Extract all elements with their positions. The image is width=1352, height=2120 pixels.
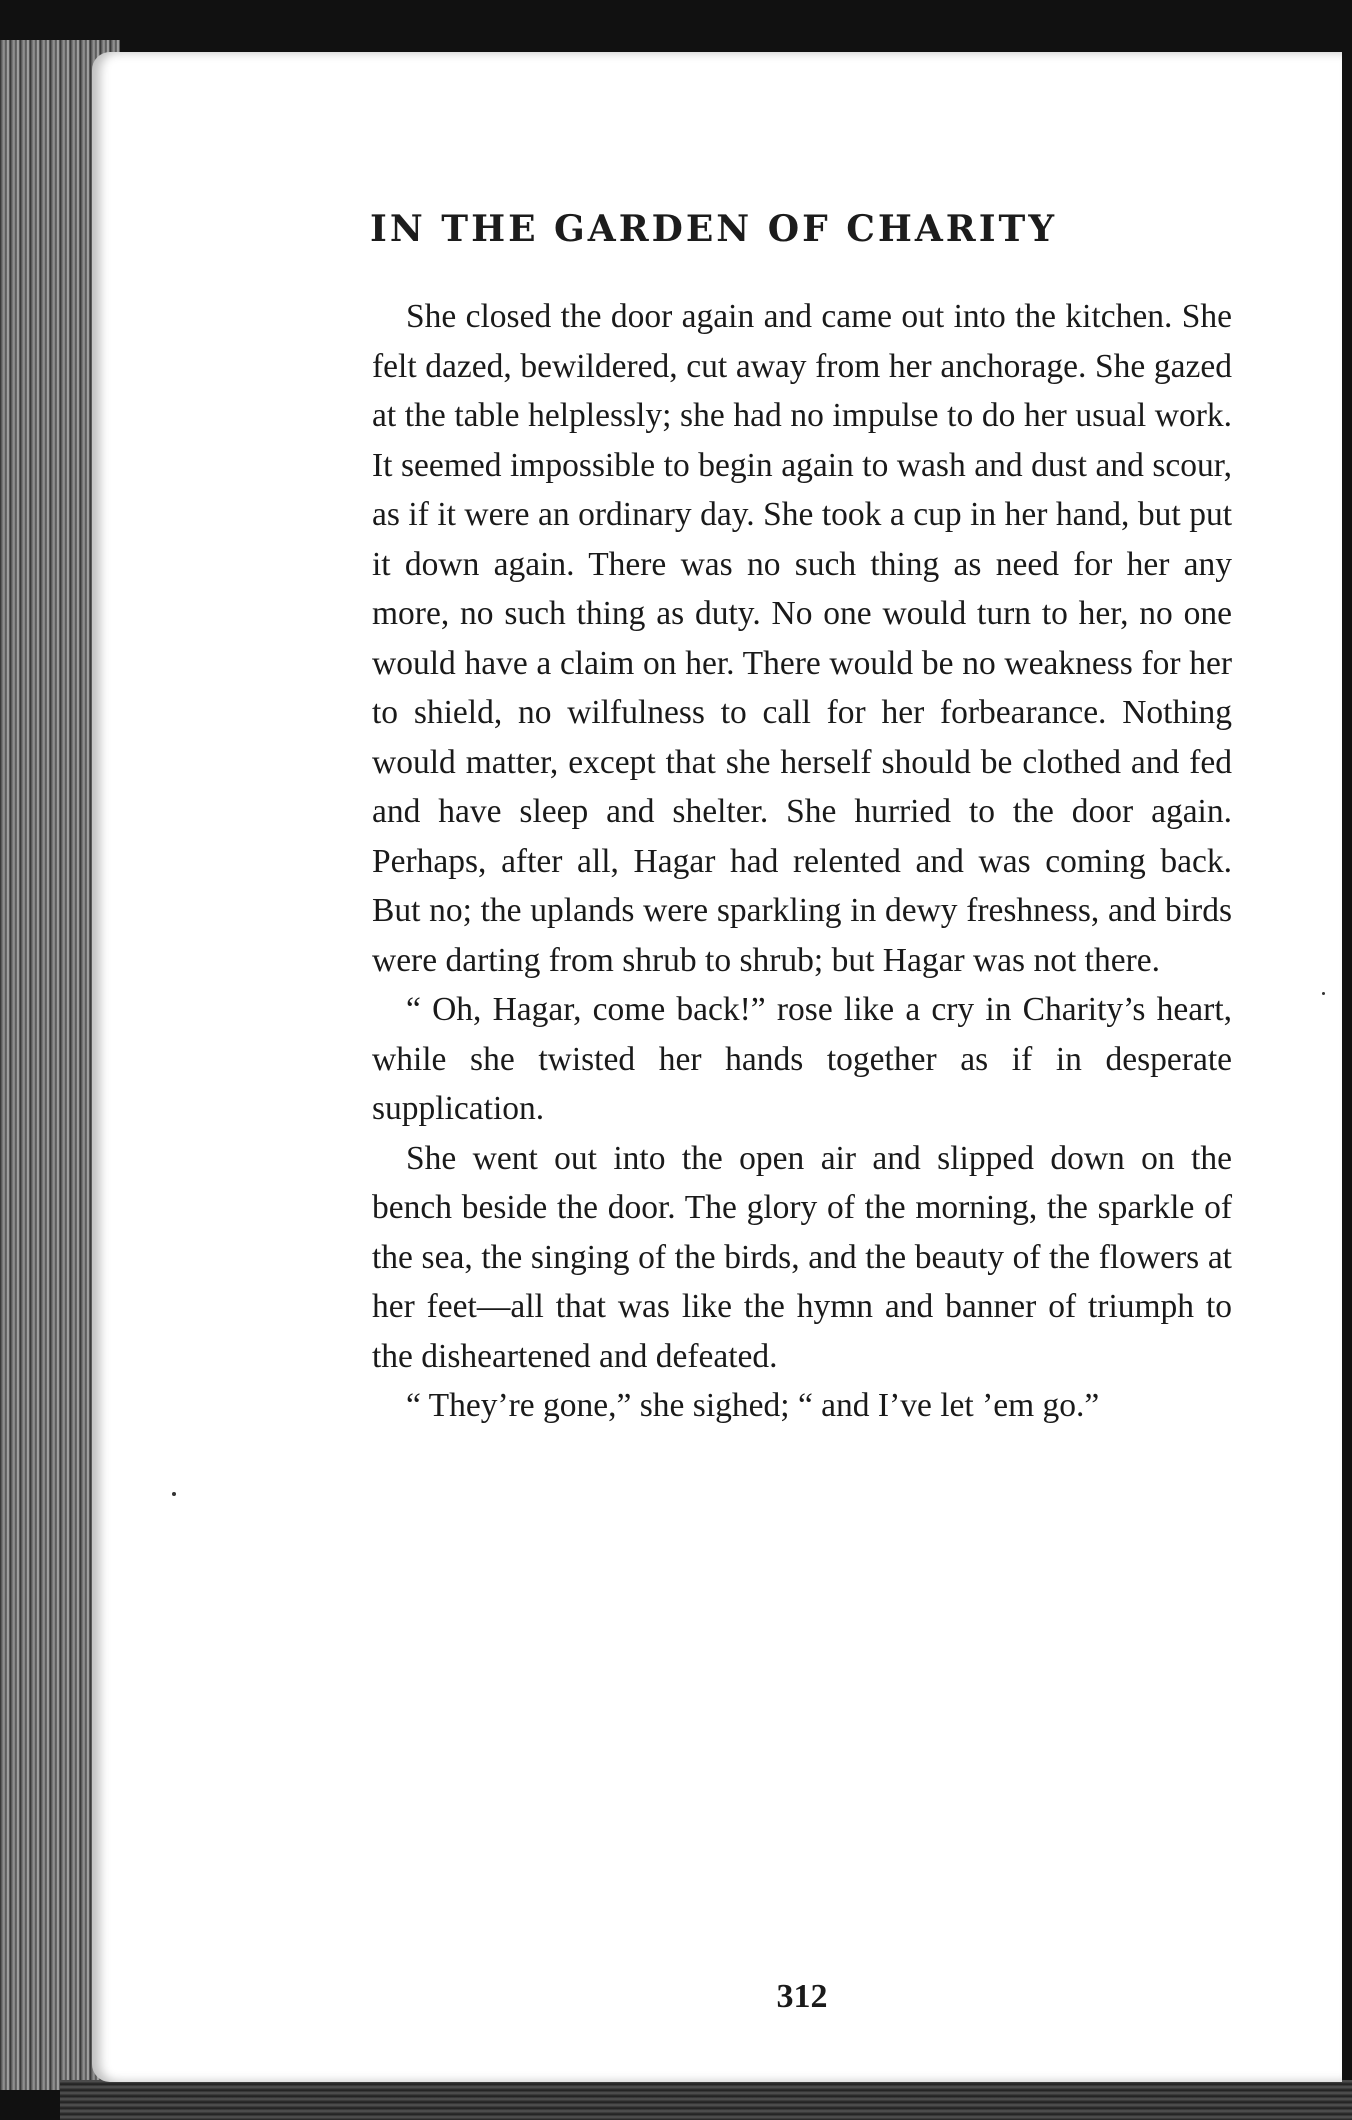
scan-speck bbox=[172, 1492, 176, 1496]
scan-speck bbox=[1322, 992, 1325, 995]
paragraph: “ Oh, Hagar, come back!” rose like a cry in Charity’s heart, while she twisted her hands together as if in desperate supplication. bbox=[372, 991, 1232, 1127]
page-number: 312 bbox=[776, 1978, 828, 2015]
paragraph: She closed the door again and came out into the kitchen. She felt dazed, bewildered, cut away from her anchorage. She gazed at the table helplessly; she had no impulse to do her usual work. It seemed impossible to begin again to wash and dust and scour, as if it were an ordinary day. She took a cup in her hand, but put it down again. There was no such thing as need for her any more, no such thing as duty. No one would turn to her, no one would have a claim on her. There would be no weakness for her to shield, no wilfulness to call for her forbearance. Nothing would matter, except that she herself should be clothed and fed and have sleep and shelter. She hurried to the door again. Perhaps, after all, Hagar had relented and was coming back. But no; the uplands were sparkling in dewy freshness, and birds were darting from shrub to shrub; but Hagar was not there. bbox=[372, 298, 1232, 979]
bottom-page-edge bbox=[60, 2080, 1352, 2120]
running-head: IN THE GARDEN OF CHARITY bbox=[370, 208, 1058, 250]
paragraph: “ They’re gone,” she sighed; “ and I’ve let ’em go.” bbox=[406, 1387, 1100, 1424]
paragraph: She went out into the open air and slipped down on the bench beside the door. The glory of the morning, the sparkle of the sea, the singing of the birds, and the beauty of the flowers at her feet—all that was like the hymn and banner of triumph to the disheartened and defeated. bbox=[372, 1139, 1232, 1375]
body-text bbox=[372, 292, 1232, 2015]
